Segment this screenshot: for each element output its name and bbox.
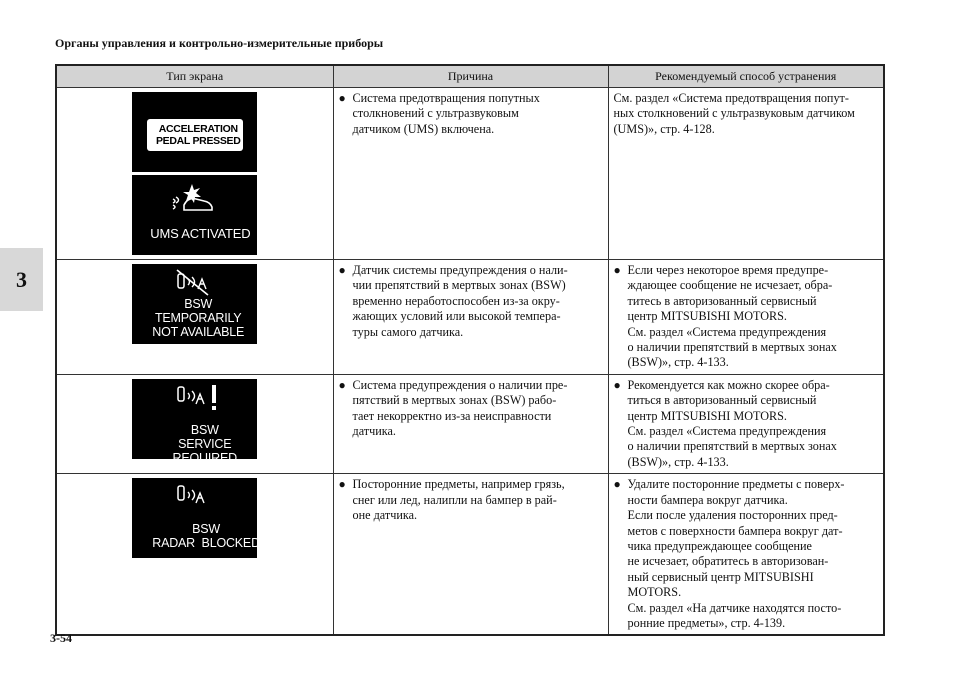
remedy-cell [608,374,884,473]
bsw-not-available-display [132,264,257,344]
remedy-text-line: титься в авторизованный сервисный [627,393,817,408]
accel-pedal-message [147,119,243,151]
bsw-service-required-display [132,379,257,465]
table-header-row [56,65,884,88]
display-message-line: BSW [192,522,221,537]
bullet-marker: ● [613,377,621,392]
cause-text-line: жающих условий или высокой темпера- [352,309,561,324]
cause-text-line: оне датчика. [352,508,418,523]
remedy-text-line: центр MITSUBISHI MOTORS. [627,309,787,324]
table-row [56,260,884,375]
screen-type-cell [56,260,333,375]
remedy-text-line: метов с поверхности бампера вокруг дат- [627,523,843,538]
cause-text-line: Посторонние предметы, например грязь, [352,477,565,492]
bullet-marker: ● [613,477,621,492]
remedy-text-line: ронние предметы», стр. 4-139. [627,615,786,630]
display-message-line: TEMPORARILY [154,311,242,325]
remedy-text-line: ных столкновений с ультразвуковым датчиком [613,106,855,121]
cause-cell [333,88,608,260]
remedy-text-line: не исчезает, обратитесь в авторизован- [627,554,829,569]
bsw-radar-blocked-display [132,478,260,558]
bsw-sensor-warning-icon [174,383,224,413]
table-row [56,374,884,473]
screen-type-cell [56,374,333,473]
remedy-text-line: о наличии препятствий в мертвых зонах [627,439,837,454]
remedy-text-line: MOTORS. [627,585,682,600]
bsw-sensor-crossed-icon [174,269,214,297]
remedy-text-line: о наличии препятствий в мертвых зонах [627,340,837,355]
remedy-cell [608,260,884,375]
display-message-line: RADAR BLOCKED [152,536,260,551]
bullet-marker: ● [613,263,621,277]
accel-message-line-2: PEDAL PRESSED [155,135,241,147]
remedy-text-line: Рекомендуется как можно скорее обра- [627,377,830,392]
accel-message-line-1: ACCELERATION [158,123,238,135]
remedy-text-line: См. раздел «Система предупреждения [627,424,827,439]
bsw-service-required-message [152,423,257,465]
screen-type-cell [56,474,333,636]
cause-text-line: Датчик системы предупреждения о нали- [352,263,568,277]
display-message-line: BSW [190,422,219,437]
cause-text-line: туры самого датчика. [352,324,464,339]
remedy-text-line: См. раздел «Система предупреждения [627,324,827,339]
ums-message-text: UMS ACTIVATED [150,226,251,241]
column-header-screen-type: Тип экрана [56,65,333,88]
ums-activated-display [132,175,257,255]
bsw-sensor-icon [174,482,214,510]
remedy-text-line: (BSW)», стр. 4-133. [627,454,729,469]
remedy-text-line: ждающее сообщение не исчезает, обра- [627,278,833,293]
display-message-line: NOT AVAILABLE [152,325,245,339]
cause-text-line: снег или лед, налипли на бампер в рай- [352,492,557,507]
cause-cell [333,260,608,375]
cause-text-line: временно неработоспособен из-за окру- [352,293,560,308]
bullet-marker: ● [338,377,346,392]
remedy-cell [608,474,884,636]
cause-text-line: Система предотвращения попутных [352,91,540,105]
table-row [56,474,884,636]
remedy-cell [608,88,884,260]
bullet-marker: ● [338,477,346,492]
cause-cell [333,374,608,473]
ums-collision-icon [170,183,216,211]
column-header-cause: Причина [333,65,608,88]
cause-text-line: датчика. [352,424,396,439]
page-number: 3-54 [50,631,72,645]
remedy-text-line: (UMS)», стр. 4-128. [613,121,715,136]
display-message-line: BSW [184,297,213,311]
remedy-text-line: См. раздел «На датчике находятся посто- [627,600,842,615]
cause-cell [333,474,608,636]
bullet-marker: ● [338,263,346,277]
bsw-radar-blocked-message [152,522,260,550]
chapter-tab: 3 [0,248,43,311]
screen-type-cell [56,88,333,260]
remedy-text-line: центр MITSUBISHI MOTORS. [627,408,787,423]
remedy-text-line: чика предупреждающее сообщение [627,538,812,553]
bullet-marker: ● [338,91,346,105]
cause-text-line: столкновений с ультразвуковым [352,106,519,121]
display-message-line: SERVICE REQUIRED [172,436,237,465]
bsw-not-available-message [152,297,244,339]
cause-text-line: тает некорректно из-за неисправности [352,408,552,423]
warning-messages-table [55,64,885,636]
remedy-text-line: (BSW)», стр. 4-133. [627,355,729,370]
page-header-title: Органы управления и контрольно-измерительные приборы [55,36,384,50]
remedy-text-line: Если после удаления посторонних пред- [627,508,838,523]
table-row [56,88,884,260]
cause-text-line: датчиком (UMS) включена. [352,121,495,136]
remedy-text-line: См. раздел «Система предотвращения попут- [613,91,849,105]
remedy-text-line: Удалите посторонние предметы с поверх- [627,477,845,492]
remedy-text-line: титесь в авторизованный сервисный [627,293,817,308]
remedy-text-line: ный сервисный центр MITSUBISHI [627,569,814,584]
remedy-text-line: Если через некоторое время предупре- [627,263,829,277]
cause-text-line: Система предупреждения о наличии пре- [352,377,568,392]
column-header-remedy: Рекомендуемый способ устранения [608,65,884,88]
cause-text-line: чии препятствий в мертвых зонах (BSW) [352,278,566,293]
cause-text-line: пятствий в мертвых зонах (BSW) рабо- [352,393,557,408]
remedy-text-line: ности бампера вокруг датчика. [627,492,788,507]
accel-pedal-display [132,92,257,172]
